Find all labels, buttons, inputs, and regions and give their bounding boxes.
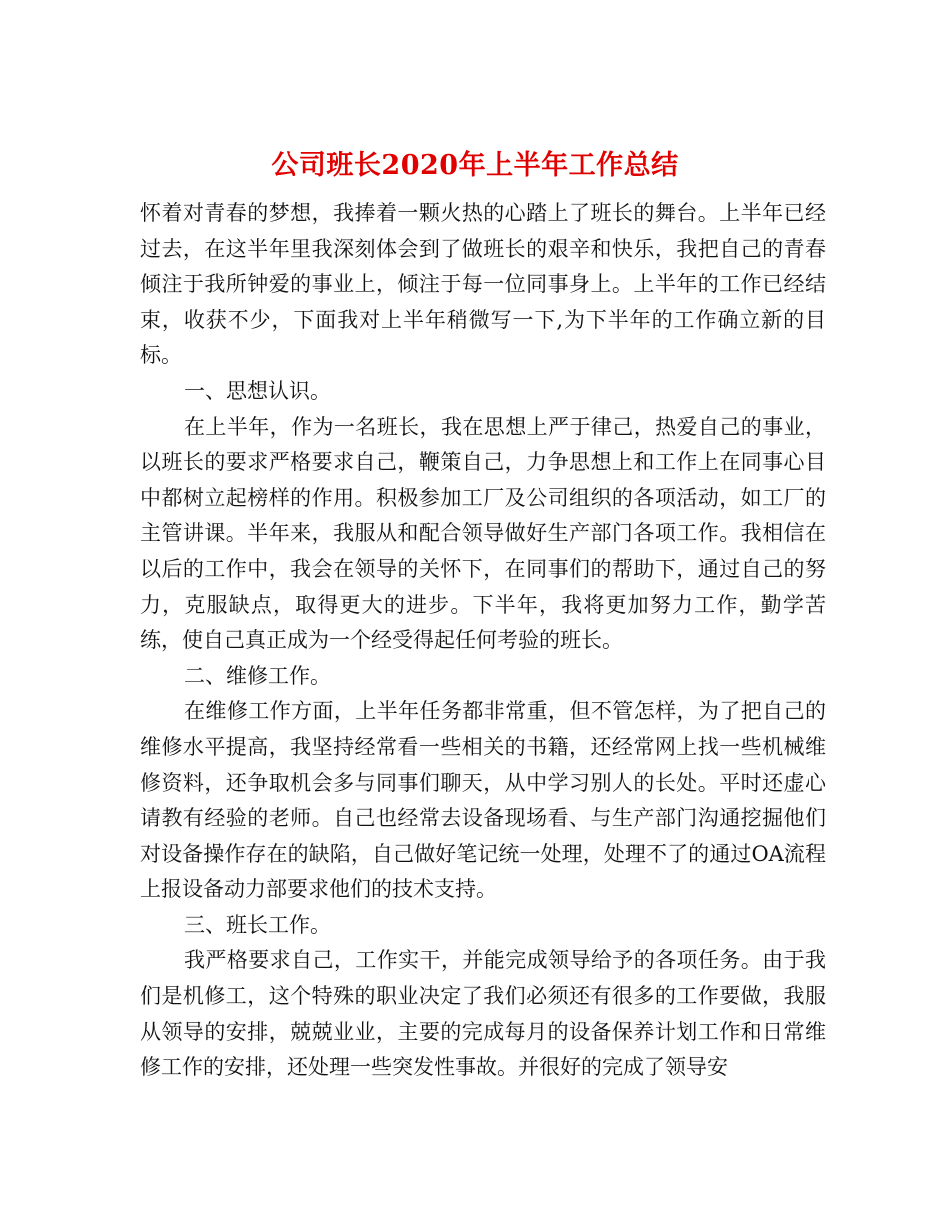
paragraph: 怀着对青春的梦想，我捧着一颗火热的心踏上了班长的舞台。上半年已经过去，在这半年里我深刻体会到了做班长的艰辛和快乐，我把自己的青春倾注于我所钟爱的事业上，倾注于每一位同事身上。上半年的工作已经结束，收获不少，下面我对上半年稍微写一下,为下半年的工作确立新的目标。	[140, 201, 826, 368]
paragraph: 一、思想认识。	[184, 378, 331, 403]
document-body	[140, 196, 826, 1086]
document-title: 公司班长2020年上半年工作总结	[271, 150, 679, 182]
paragraph: 三、班长工作。	[184, 912, 331, 937]
paragraph: 我严格要求自己，工作实干，并能完成领导给予的各项任务。由于我们是机修工，这个特殊的职业决定了我们必须还有很多的工作要做，我服从领导的安排，兢兢业业，主要的完成每月的设备保养计划工作和日常维修工作的安排，还处理一些突发性事故。并很好的完成了领导安	[140, 948, 826, 1080]
paragraph: 在上半年，作为一名班长，我在思想上严于律己，热爱自己的事业，以班长的要求严格要求自己，鞭策自己，力争思想上和工作上在同事心目中都树立起榜样的作用。积极参加工厂及公司组织的各项活动，如工厂的主管讲课。半年来，我服从和配合领导做好生产部门各项工作。我相信在以后的工作中，我会在领导的关怀下，在同事们的帮助下，通过自己的努力，克服缺点，取得更大的进步。下半年，我将更加努力工作，勤学苦练，使自己真正成为一个经受得起任何考验的班长。	[140, 414, 826, 653]
paragraph: 二、维修工作。	[184, 663, 331, 688]
paragraph: 在维修工作方面，上半年任务都非常重，但不管怎样，为了把自己的维修水平提高，我坚持经常看一些相关的书籍，还经常网上找一些机械维修资料，还争取机会多与同事们聊天，从中学习别人的长处。平时还虚心请教有经验的老师。自己也经常去设备现场看、与生产部门沟通挖掘他们对设备操作存在的缺陷，自己做好笔记统一处理，处理不了的通过OA流程上报设备动力部要求他们的技术支持。	[140, 699, 826, 902]
